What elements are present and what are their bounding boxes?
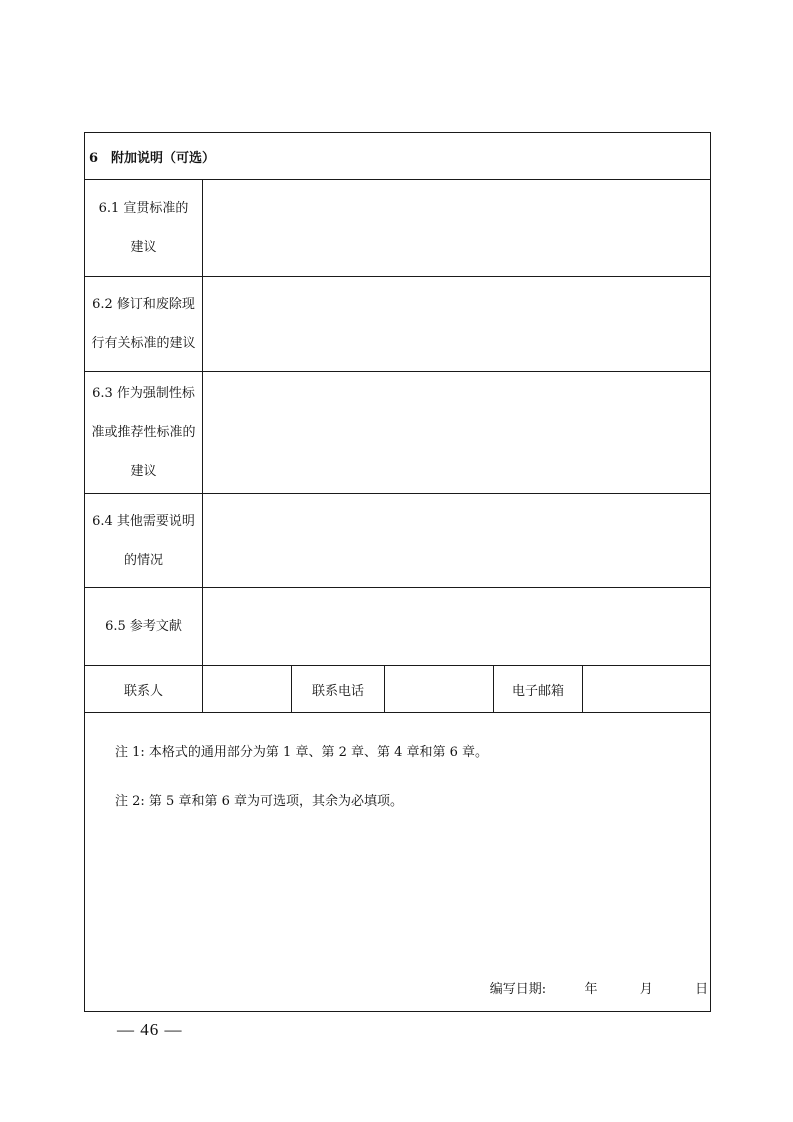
row-label-6-1 bbox=[85, 180, 203, 277]
additional-notes-form bbox=[84, 132, 711, 1012]
date-month: 月 bbox=[639, 982, 653, 997]
label-line: 6.2 修订和废除现 bbox=[92, 297, 195, 312]
label-line: 6.4 其他需要说明 bbox=[92, 513, 195, 529]
note-1: 注 1: 本格式的通用部分为第 1 章、第 2 章、第 4 章和第 6 章。 bbox=[115, 745, 489, 760]
row-label-6-2 bbox=[85, 277, 203, 372]
compile-date bbox=[490, 978, 708, 997]
row-label-6-5 bbox=[85, 588, 203, 666]
table-row bbox=[85, 180, 711, 277]
field-6-5[interactable] bbox=[203, 588, 711, 666]
row-label-6-3 bbox=[85, 372, 203, 494]
notes-area bbox=[85, 713, 711, 1012]
page-number: — 46 — bbox=[117, 1020, 183, 1039]
date-day: 日 bbox=[695, 982, 709, 997]
label-line: 行有关标准的建议 bbox=[91, 336, 196, 351]
field-6-3[interactable] bbox=[203, 372, 711, 494]
field-6-1[interactable] bbox=[203, 180, 711, 277]
label-line: 准或推荐性标准的 bbox=[91, 425, 196, 440]
label-line: 6.1 宣贯标准的 bbox=[98, 201, 189, 216]
contact-email-field[interactable] bbox=[583, 666, 711, 713]
label-line: 6.3 作为强制性标 bbox=[92, 386, 195, 401]
contact-phone-field[interactable] bbox=[385, 666, 494, 713]
label-line: 建议 bbox=[130, 240, 157, 255]
label-line: 建议 bbox=[130, 464, 157, 479]
field-6-2[interactable] bbox=[203, 277, 711, 372]
contact-row bbox=[85, 666, 711, 713]
contact-person-field[interactable] bbox=[203, 666, 292, 713]
date-year: 年 bbox=[584, 982, 598, 997]
table-row bbox=[85, 588, 711, 666]
label-line: 6.5 参考文献 bbox=[105, 619, 182, 634]
contact-phone-label: 联系电话 bbox=[292, 666, 385, 713]
label-line: 的情况 bbox=[123, 552, 163, 568]
section-title: 6 附加说明（可选） bbox=[85, 133, 711, 180]
table-row bbox=[85, 494, 711, 588]
date-label: 编写日期: bbox=[489, 982, 547, 997]
table-row bbox=[85, 277, 711, 372]
note-2: 注 2: 第 5 章和第 6 章为可选项，其余为必填项。 bbox=[115, 794, 403, 809]
table-row bbox=[85, 372, 711, 494]
contact-person-label: 联系人 bbox=[85, 666, 203, 713]
contact-email-label: 电子邮箱 bbox=[494, 666, 583, 713]
row-label-6-4 bbox=[85, 494, 203, 588]
field-6-4[interactable] bbox=[203, 494, 711, 588]
